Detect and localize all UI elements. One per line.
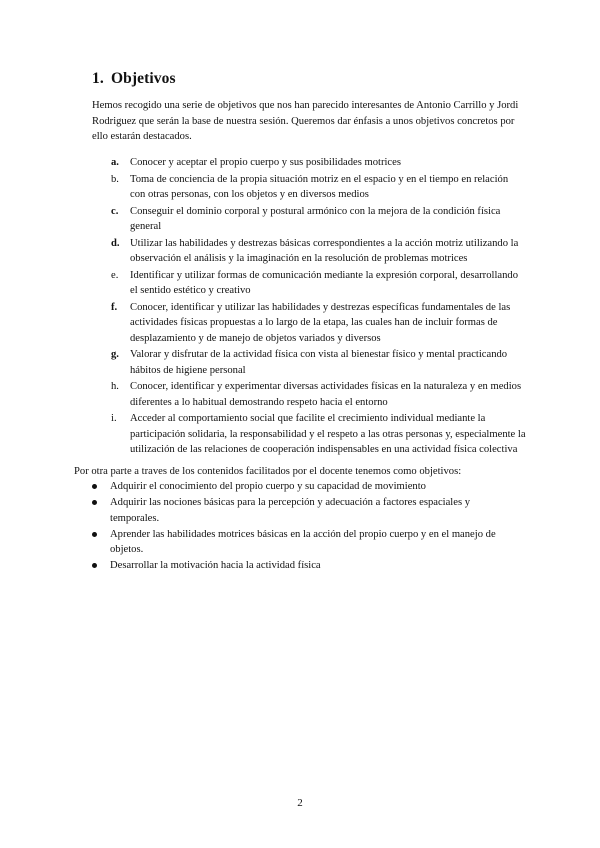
list-item <box>91 558 521 574</box>
list-item <box>91 527 521 558</box>
section-number: 1. <box>92 70 104 87</box>
bullet-icon <box>92 563 97 568</box>
list-marker: g. <box>111 349 119 360</box>
list-marker: f. <box>111 301 118 313</box>
list-item-text: Desarrollar la motivación hacia la actividad física <box>110 560 321 571</box>
list-item <box>111 379 526 410</box>
list-item <box>111 204 526 235</box>
list-item-text: Adquirir el conocimiento del propio cuerpo y su capacidad de movimiento <box>110 481 426 492</box>
bullet-icon <box>92 532 97 537</box>
page-number: 2 <box>297 797 303 809</box>
list-marker: b. <box>111 173 119 185</box>
list-item-text: Identificar y utilizar formas de comunicación mediante la expresión corporal, desarrollando el sentido estético y creativo <box>130 269 518 296</box>
section-heading <box>92 70 176 88</box>
list-marker: i. <box>111 413 117 424</box>
list-item <box>111 347 526 378</box>
list-item-text: Adquirir las nociones básicas para la percepción y adecuación a factores espaciales y temporales. <box>110 497 471 524</box>
list-item-text: Utilizar las habilidades y destrezas básicas correspondientes a la acción motriz utilizando la observación el análisis y la imaginación en la resolución de problemas motrices <box>130 237 519 264</box>
list-marker: e. <box>111 269 119 281</box>
list-marker: a. <box>111 157 119 168</box>
list-item-text: Conocer y aceptar el propio cuerpo y sus posibilidades motrices <box>130 157 401 168</box>
list-item <box>111 300 526 347</box>
list-item <box>111 172 526 203</box>
bullet-icon <box>92 500 97 505</box>
list-marker: d. <box>111 237 120 249</box>
list-marker: h. <box>111 381 119 392</box>
list-item <box>111 411 526 458</box>
list-item-text: Conocer, identificar y utilizar las habilidades y destrezas específicas fundamentales de las actividades físicas propuestas a lo largo de la etapa, las cuales han de incluir formas de desplazamiento y de manejo de objetos variados y diversos <box>130 301 511 344</box>
bullet-icon <box>92 484 97 489</box>
contents-paragraph: Por otra parte a traves de los contenidos facilitados por el docente tenemos como objetivos: <box>74 466 462 477</box>
lettered-objectives-list <box>111 155 526 459</box>
list-item-text: Conocer, identificar y experimentar diversas actividades físicas en la naturaleza y en medios diferentes a lo habitual demostrando respeto hacia el entorno <box>130 381 522 408</box>
bullet-objectives-list <box>91 479 521 574</box>
list-item-text: Aprender las habilidades motrices básicas en la acción del propio cuerpo y en el manejo de objetos. <box>110 528 496 555</box>
list-item-text: Acceder al comportamiento social que facilite el crecimiento individual mediante la participación solidaria, la responsabilidad y el respeto a las otras personas y, especialmente la utilización de las relaciones de cooperación indispensables en una actividad física colectiva <box>130 413 526 455</box>
list-item-text: Toma de conciencia de la propia situación motriz en el espacio y en el tiempo en relación con otras personas, con los objetos y en diversos medios <box>130 173 509 200</box>
section-title: Objetivos <box>111 70 176 87</box>
list-item <box>91 479 521 495</box>
list-item-text: Valorar y disfrutar de la actividad física con vista al bienestar físico y mental practicando hábitos de higiene personal <box>130 349 508 376</box>
list-item-text: Conseguir el dominio corporal y postural armónico con la mejora de la condición física general <box>130 205 501 232</box>
list-item <box>111 155 526 171</box>
list-marker: c. <box>111 205 119 217</box>
list-item <box>91 495 521 526</box>
list-item <box>111 268 526 299</box>
list-item <box>111 236 526 267</box>
intro-paragraph: Hemos recogido una serie de objetivos que nos han parecido interesantes de Antonio Carrillo y Jordi Rodriguez que serán la base de nuestra sesión. Queremos dar énfasis a unos objetivos concretos por ello estarán destacados. <box>92 100 519 142</box>
